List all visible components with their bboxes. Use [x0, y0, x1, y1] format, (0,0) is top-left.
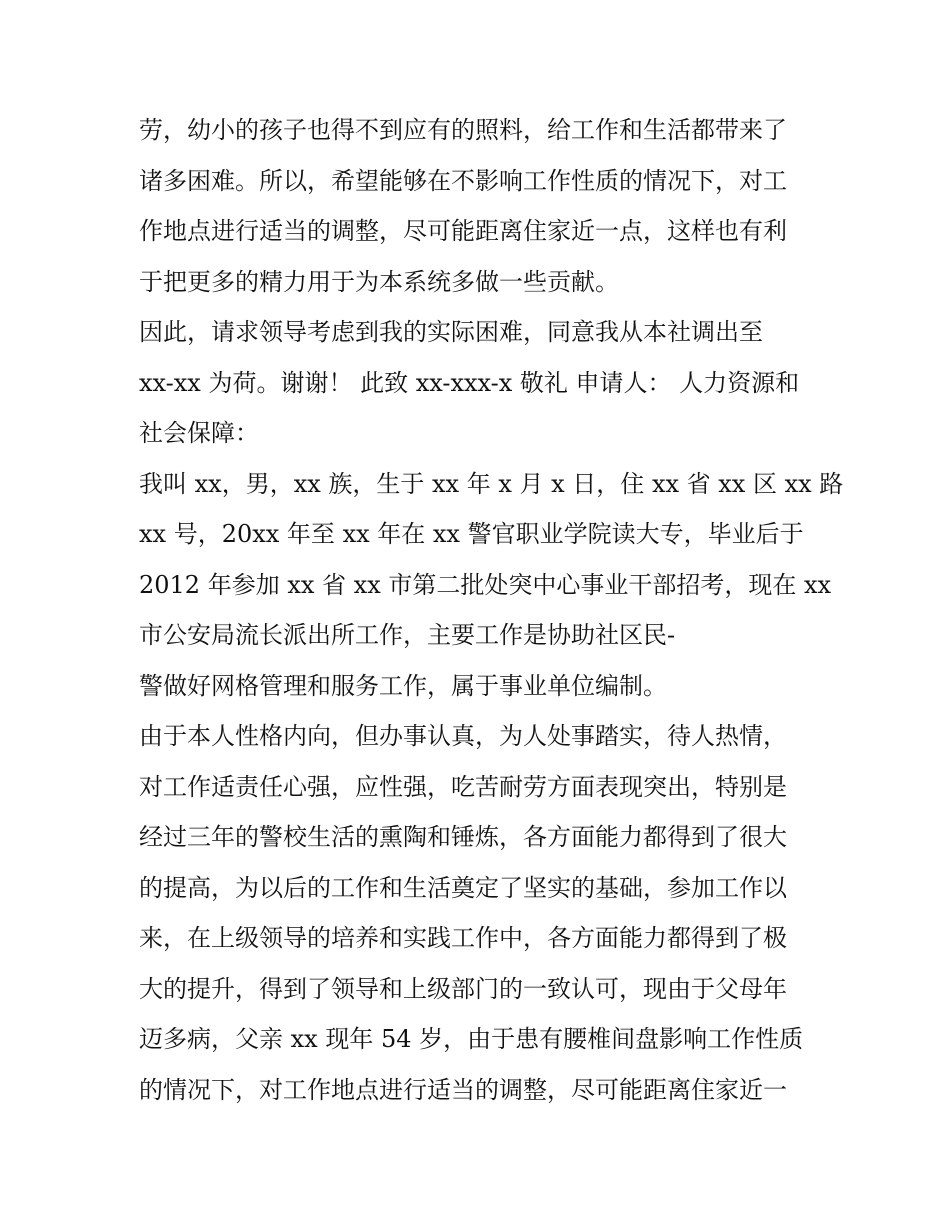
text-line: xx 号，20xx 年至 xx 年在 xx 警官职业学院读大专，毕业后于 [139, 520, 804, 548]
text-line: 诸多困难。所以，希望能够在不影响工作性质的情况下，对工 [139, 166, 787, 195]
text-line: 市公安局流长派出所工作，主要工作是协助社区民- [139, 621, 676, 649]
body-text [139, 105, 844, 1115]
text-line: 作地点进行适当的调整，尽可能距离住家近一点，这样也有利 [139, 217, 787, 245]
text-line: 于把更多的精力用于为本系统多做一些贡献。 [139, 267, 619, 296]
text-line: 因此，请求领导考虑到我的实际困难，同意我从本社调出至 [139, 318, 763, 346]
text-line: 社会保障： [139, 419, 259, 447]
text-line: 劳，幼小的孩子也得不到应有的照料，给工作和生活都带来了 [139, 116, 787, 144]
text-line: 的情况下，对工作地点进行适当的调整，尽可能距离住家近一 [139, 1075, 787, 1104]
text-line: 由于本人性格内向，但办事认真，为人处事踏实，待人热情， [139, 722, 787, 750]
text-line: 来，在上级领导的培养和实践工作中，各方面能力都得到了极 [139, 924, 787, 952]
text-line: 警做好网格管理和服务工作，属于事业单位编制。 [139, 671, 667, 700]
text-line: 迈多病，父亲 xx 现年 54 岁，由于患有腰椎间盘影响工作性质 [139, 1025, 804, 1053]
text-line: 大的提升，得到了领导和上级部门的一致认可，现由于父母年 [139, 974, 787, 1003]
text-line: 经过三年的警校生活的熏陶和锤炼，各方面能力都得到了很大 [139, 823, 787, 851]
text-line: 2012 年参加 xx 省 xx 市第二批处突中心事业干部招考，现在 xx [139, 570, 832, 599]
text-line: 对工作适责任心强，应性强，吃苦耐劳方面表现突出，特别是 [139, 772, 787, 801]
text-line: xx-xx 为荷。谢谢！ 此致 xx-xxx-x 敬礼 申请人： 人力资源和 [139, 368, 800, 397]
text-line: 我叫 xx，男，xx 族，生于 xx 年 x 月 x 日，住 xx 省 xx 区 xx 路 [139, 469, 844, 498]
text-line: 的提高，为以后的工作和生活奠定了坚实的基础，参加工作以 [139, 873, 787, 902]
